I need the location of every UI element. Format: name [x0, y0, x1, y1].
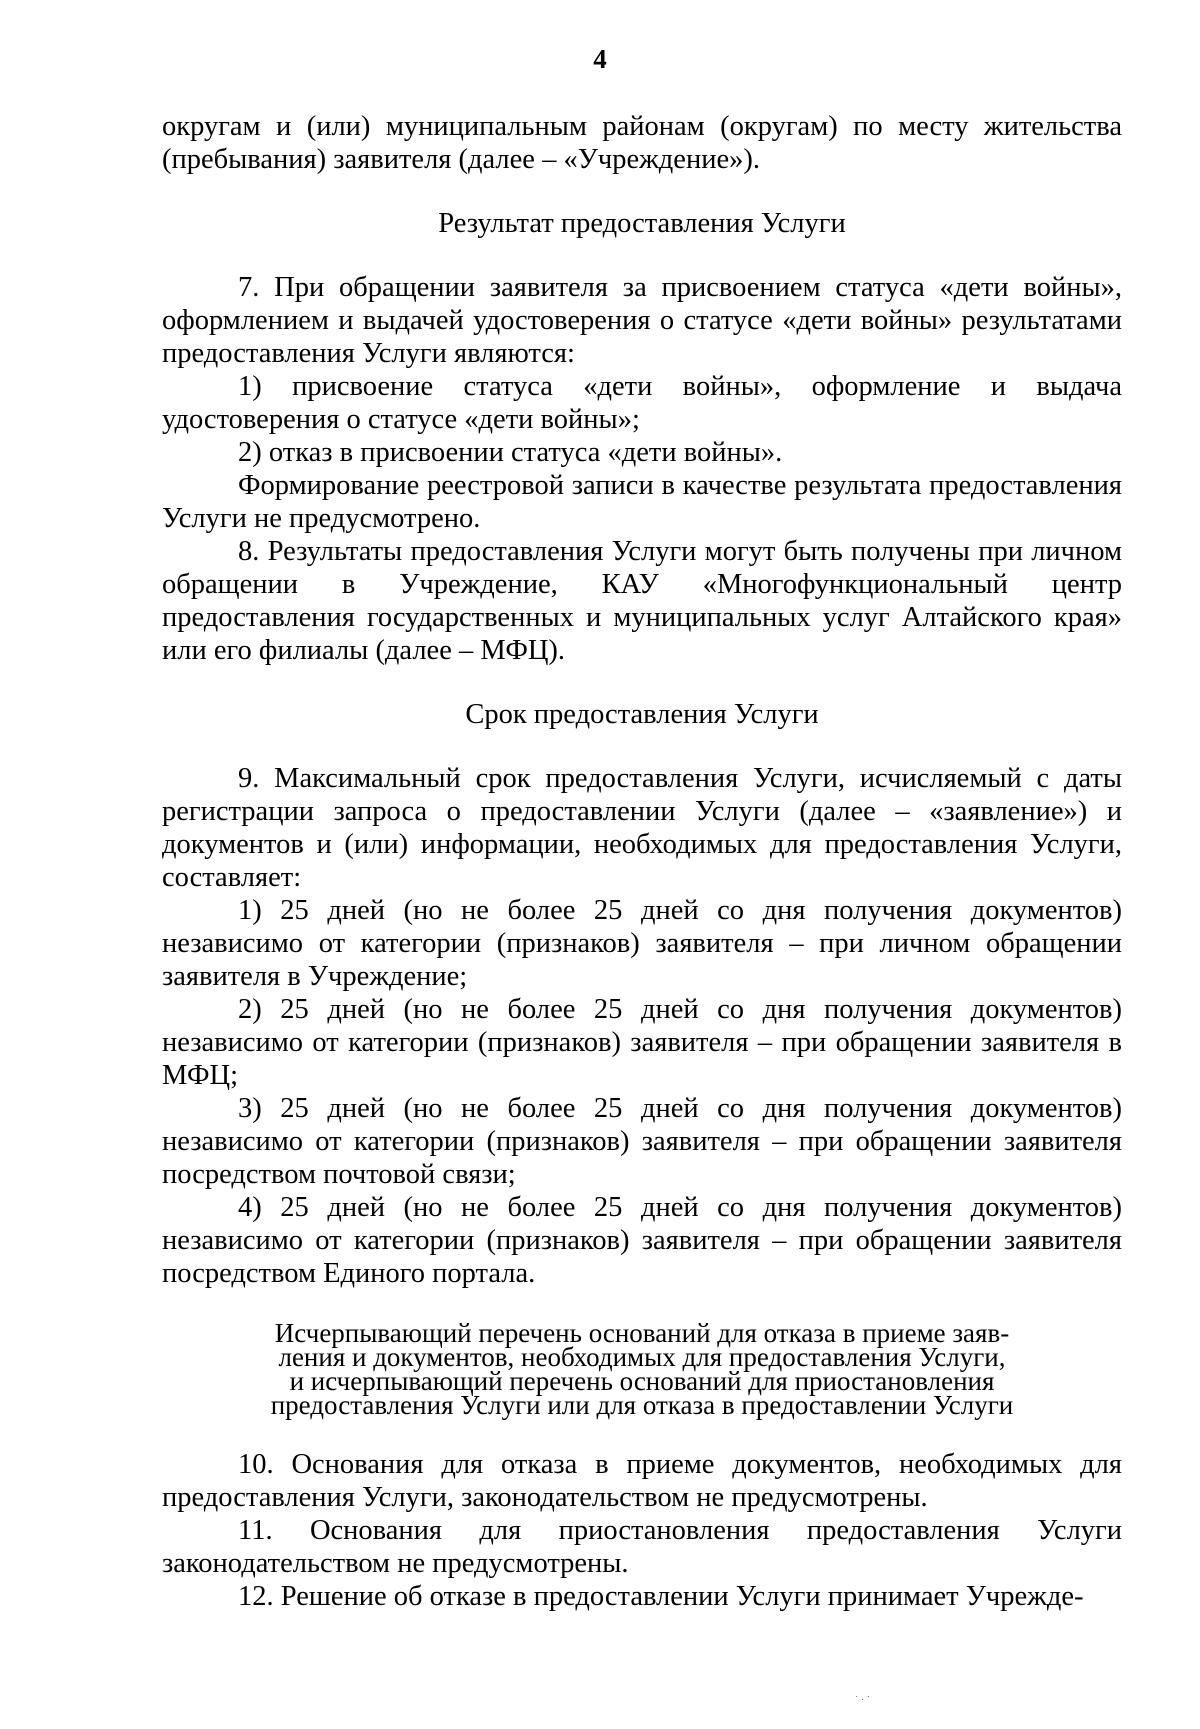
intro-paragraph: округам и (или) муниципальным районам (округам) по месту жительства (пребывания) заявителя (далее – «Учреждение»). [162, 111, 1122, 175]
paragraph-10: 10. Основания для отказа в приеме документов, необходимых для предоставления Услуги, законодательством не предусмотрены. [162, 1449, 1122, 1513]
document-body [162, 110, 1122, 1613]
heading-line: и исчерпывающий перечень оснований для приостановления [289, 1366, 995, 1396]
paragraph-9: 9. Максимальный срок предоставления Услуги, исчисляемый с даты регистрации запроса о предоставлении Услуги (далее – «заявление») и документов и (или) информации, необходимых для предоставления Услуги, составляет: [162, 763, 1122, 893]
heading-line: Исчерпывающий перечень оснований для отказа в приеме заяв- [274, 1318, 1010, 1348]
section-heading-result: Результат предоставления Услуги [438, 208, 846, 239]
scan-speck: ˙ · ˙ [855, 1695, 870, 1706]
heading-line: предоставления Услуги или для отказа в предоставлении Услуги [270, 1390, 1014, 1420]
paragraph-11: 11. Основания для приостановления предоставления Услуги законодательством не предусмотрены. [162, 1515, 1122, 1579]
paragraph-7-item-2: 2) отказ в присвоении статуса «дети войны». [238, 437, 783, 468]
paragraph-registry-note: Формирование реестровой записи в качестве результата предоставления Услуги не предусмотрено. [162, 470, 1122, 534]
paragraph-9-item-4: 4) 25 дней (но не более 25 дней со дня получения документов) независимо от категории (признаков) заявителя – при обращении заявителя посредством Единого портала. [162, 1192, 1122, 1289]
section-heading-refusal [232, 1318, 1052, 1420]
section-heading-term: Срок предоставления Услуги [465, 699, 819, 730]
paragraph-7: 7. При обращении заявителя за присвоением статуса «дети войны», оформлением и выдачей удостоверения о статусе «дети войны» результатами предоставления Услуги являются: [162, 272, 1122, 369]
paragraph-9-item-1: 1) 25 дней (но не более 25 дней со дня получения документов) независимо от категории (признаков) заявителя – при личном обращении заявителя в Учреждение; [162, 895, 1122, 992]
paragraph-7-item-1: 1) присвоение статуса «дети войны», оформление и выдача удостоверения о статусе «дети войны»; [162, 371, 1122, 435]
paragraph-9-item-2: 2) 25 дней (но не более 25 дней со дня получения документов) независимо от категории (признаков) заявителя – при обращении заявителя в МФЦ; [162, 994, 1122, 1091]
paragraph-12: 12. Решение об отказе в предоставлении Услуги принимает Учрежде- [238, 1581, 1084, 1612]
paragraph-9-item-3: 3) 25 дней (но не более 25 дней со дня получения документов) независимо от категории (признаков) заявителя – при обращении заявителя посредством почтовой связи; [162, 1093, 1122, 1190]
paragraph-8: 8. Результаты предоставления Услуги могут быть получены при личном обращении в Учреждение, КАУ «Многофункциональный центр предоставления государственных и муниципальных услуг Алтайского края» или его филиалы (далее – МФЦ). [162, 536, 1122, 666]
page-number: 4 [593, 44, 607, 74]
heading-line: ления и документов, необходимых для предоставления Услуги, [278, 1342, 1006, 1372]
